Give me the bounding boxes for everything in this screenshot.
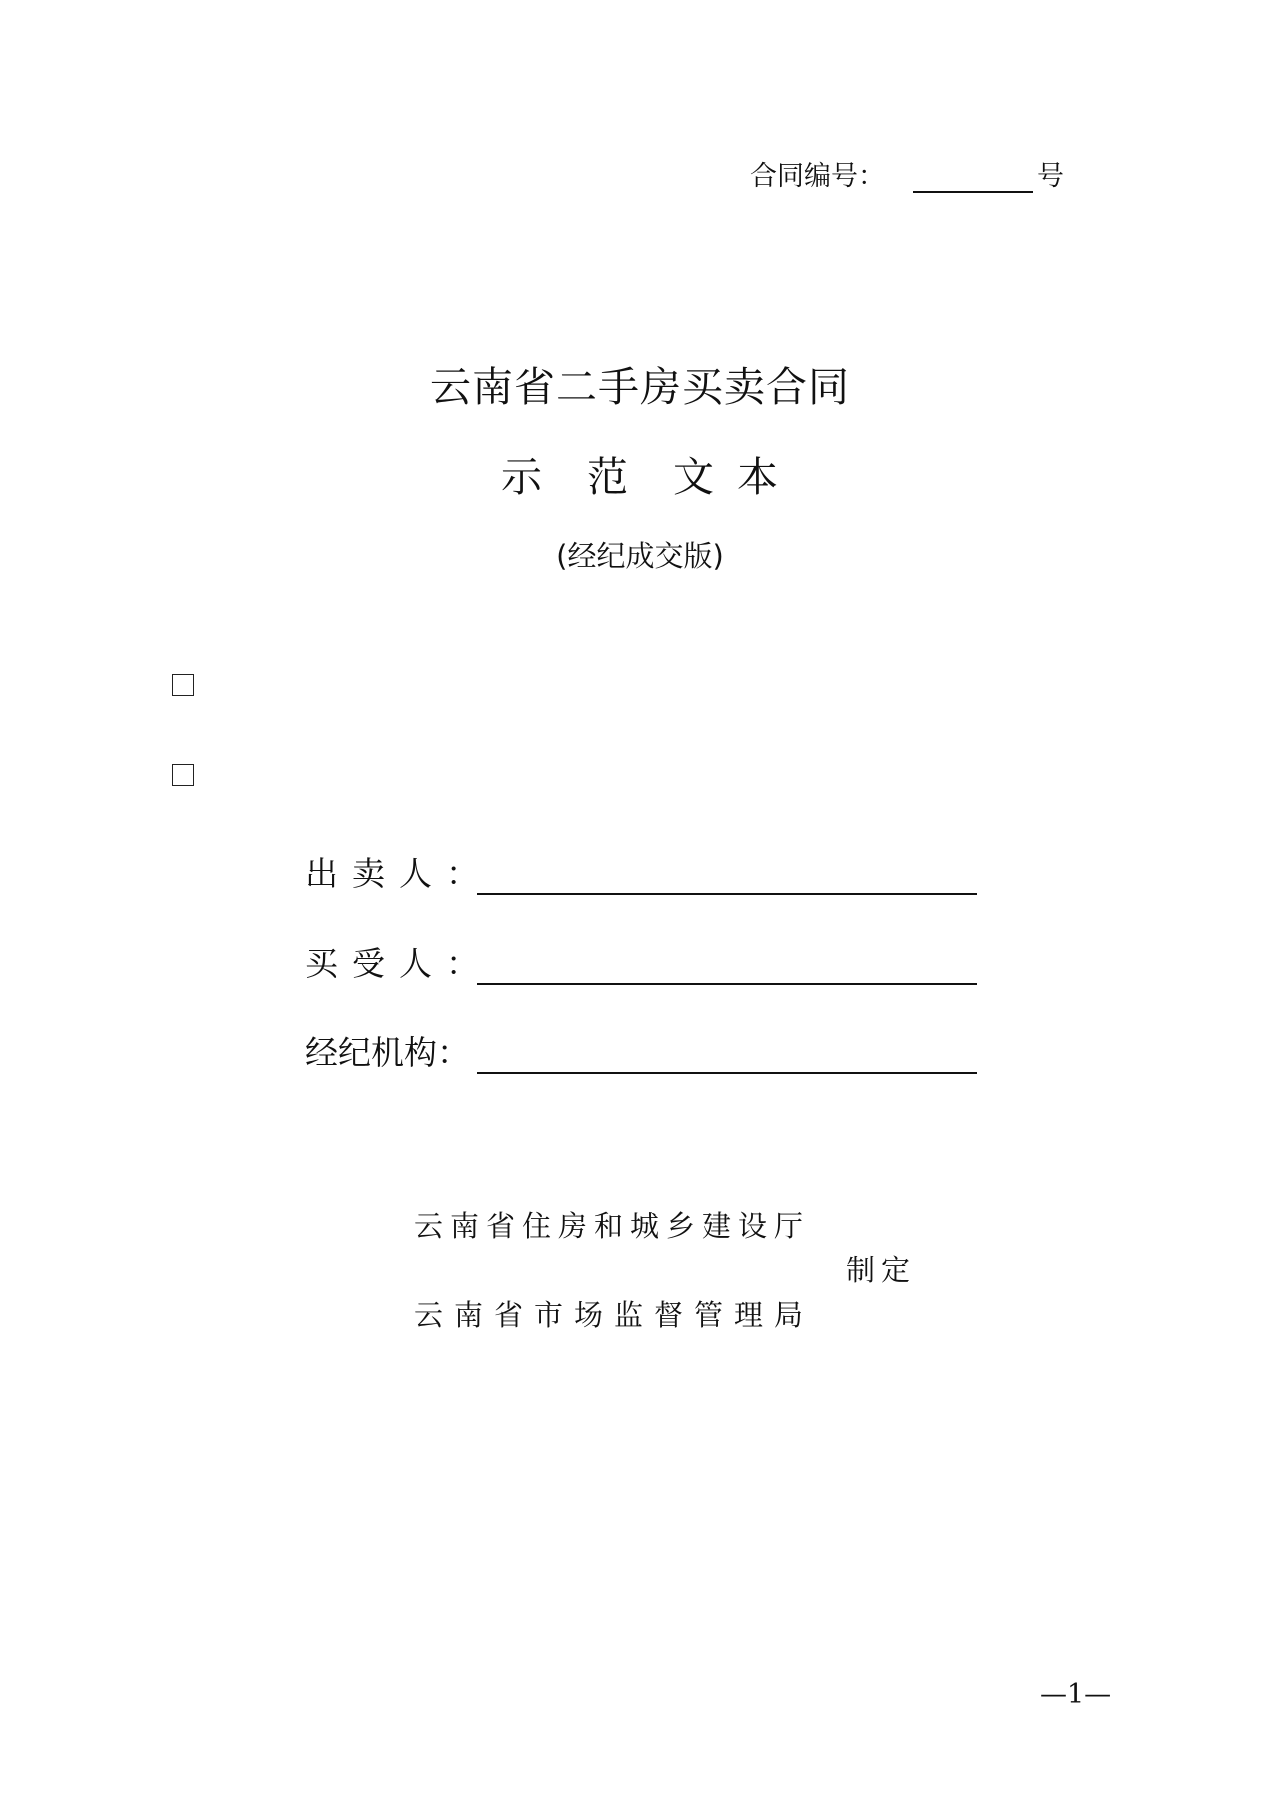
seller-row [305, 848, 977, 895]
issuer-market-regulation: 云南省市场监督管理局 [414, 1298, 815, 1332]
document-edition: (经纪成交版) [556, 539, 724, 573]
page-number: —1— [1040, 1679, 1112, 1710]
subtitle-char-2: 范 [587, 453, 629, 501]
buyer-row [305, 938, 977, 985]
agency-field[interactable] [477, 1036, 977, 1074]
checkbox-option-1[interactable] [172, 674, 194, 696]
subtitle-char-1: 示 [501, 453, 543, 501]
agency-label: 经纪机构： [305, 1033, 470, 1072]
checkbox-option-2[interactable] [172, 764, 194, 786]
issuer-housing-department: 云南省住房和城乡建设厅 [414, 1209, 811, 1243]
contract-number-blank[interactable] [913, 161, 1033, 193]
seller-label: 出卖人： [305, 854, 493, 893]
issuer-action: 制定 [846, 1253, 917, 1287]
contract-number-line [750, 154, 1064, 193]
document-subtitle [0, 444, 1280, 503]
buyer-field[interactable] [477, 947, 977, 985]
subtitle-char-3: 文 [673, 453, 715, 501]
contract-number-label: 合同编号： [750, 161, 885, 192]
agency-row [305, 1027, 977, 1074]
seller-field[interactable] [477, 857, 977, 895]
buyer-label: 买受人： [305, 944, 493, 983]
subtitle-char-4: 本 [737, 453, 779, 501]
contract-number-suffix: 号 [1037, 161, 1064, 192]
document-title: 云南省二手房买卖合同 [430, 363, 850, 411]
